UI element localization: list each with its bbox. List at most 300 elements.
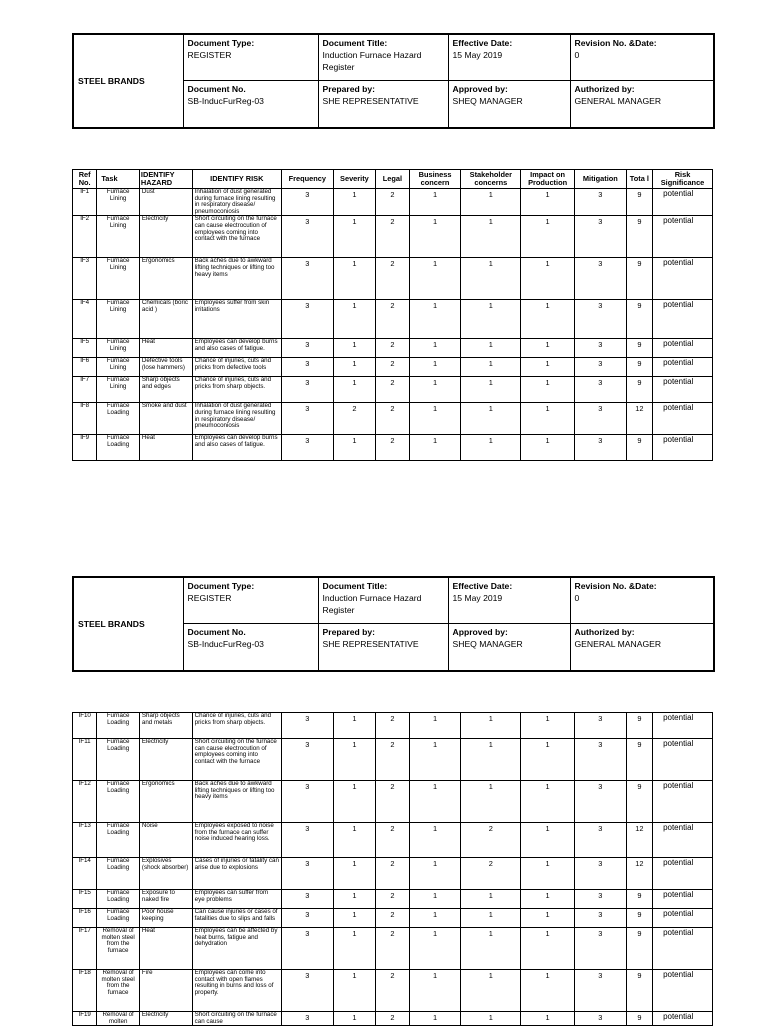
cell-mitigation: 3	[574, 970, 626, 1012]
cell-impact: 1	[521, 403, 575, 435]
cell-severity: 1	[333, 258, 376, 300]
prepared-by-cell: Prepared by: SHE REPRESENTATIVE	[318, 80, 448, 128]
cell-significance: potential	[653, 300, 713, 339]
cell-legal: 2	[376, 189, 409, 216]
cell-risk: Inhalation of dust generated during furnace lining resulting in respiratory disease/ pneumoconiosis	[192, 189, 281, 216]
document-type-cell: Document Type: REGISTER	[183, 577, 318, 623]
cell-business: 1	[409, 258, 461, 300]
document-title-cell: Document Title: Induction Furnace Hazard Register	[318, 34, 448, 80]
cell-risk: Chance of injuries, cuts and pricks from defective tools	[192, 358, 281, 377]
cell-business: 1	[409, 216, 461, 258]
approved-by-cell: Approved by: SHEQ MANAGER	[448, 80, 570, 128]
cell-task: Furnace Lining	[97, 258, 140, 300]
cell-total: 12	[626, 403, 652, 435]
cell-legal: 2	[376, 258, 409, 300]
cell-ref: IF2	[73, 216, 97, 258]
approved-by-cell: Approved by: SHEQ MANAGER	[448, 623, 570, 671]
cell-significance: potential	[653, 970, 713, 1012]
cell-task: Furnace Lining	[97, 216, 140, 258]
cell-stakeholder: 1	[461, 339, 521, 358]
cell-significance: potential	[653, 909, 713, 928]
cell-mitigation: 3	[574, 339, 626, 358]
table-row	[73, 858, 713, 890]
cell-impact: 1	[521, 739, 575, 781]
cell-total: 9	[626, 189, 652, 216]
cell-stakeholder: 1	[461, 970, 521, 1012]
cell-impact: 1	[521, 216, 575, 258]
cell-impact: 1	[521, 928, 575, 970]
col-stakeholder: Stakeholder concerns	[461, 170, 521, 189]
cell-hazard: Heat	[139, 339, 192, 358]
cell-hazard: Poor house keeping	[139, 909, 192, 928]
cell-total: 9	[626, 377, 652, 403]
cell-total: 9	[626, 781, 652, 823]
cell-frequency: 3	[281, 928, 333, 970]
cell-hazard: Electricity	[139, 1012, 192, 1026]
cell-ref: IF1	[73, 189, 97, 216]
cell-risk: Cases of injuries or fatality can arise due to explosions	[192, 858, 281, 890]
cell-task: Furnace Loading	[97, 909, 140, 928]
table-row	[73, 216, 713, 258]
cell-mitigation: 3	[574, 435, 626, 461]
cell-significance: potential	[653, 189, 713, 216]
cell-frequency: 3	[281, 339, 333, 358]
cell-total: 9	[626, 358, 652, 377]
cell-significance: potential	[653, 216, 713, 258]
col-risk: IDENTIFY RISK	[192, 170, 281, 189]
cell-legal: 2	[376, 358, 409, 377]
cell-business: 1	[409, 823, 461, 858]
cell-mitigation: 3	[574, 781, 626, 823]
authorized-by-cell: Authorized by: GENERAL MANAGER	[570, 80, 714, 128]
cell-mitigation: 3	[574, 823, 626, 858]
prepared-by-cell: Prepared by: SHE REPRESENTATIVE	[318, 623, 448, 671]
cell-legal: 2	[376, 403, 409, 435]
cell-task: Removal of molten	[97, 1012, 140, 1026]
hazard-register-table-page2	[72, 712, 713, 1026]
cell-legal: 2	[376, 928, 409, 970]
cell-mitigation: 3	[574, 739, 626, 781]
cell-impact: 1	[521, 823, 575, 858]
table-row	[73, 189, 713, 216]
cell-hazard: Ergonomics	[139, 781, 192, 823]
cell-hazard: Electricity	[139, 739, 192, 781]
effective-date-cell: Effective Date: 15 May 2019	[448, 34, 570, 80]
document-no-cell: Document No. SB-InducFurReg-03	[183, 80, 318, 128]
cell-stakeholder: 1	[461, 739, 521, 781]
cell-task: Furnace Loading	[97, 858, 140, 890]
cell-total: 12	[626, 858, 652, 890]
cell-hazard: Fire	[139, 970, 192, 1012]
table-row	[73, 739, 713, 781]
cell-impact: 1	[521, 858, 575, 890]
cell-total: 9	[626, 909, 652, 928]
cell-business: 1	[409, 189, 461, 216]
cell-severity: 1	[333, 1012, 376, 1026]
table-header-row	[73, 170, 713, 189]
cell-impact: 1	[521, 377, 575, 403]
cell-task: Furnace Loading	[97, 823, 140, 858]
cell-business: 1	[409, 739, 461, 781]
cell-task: Furnace Lining	[97, 339, 140, 358]
cell-hazard: Ergonomics	[139, 258, 192, 300]
cell-legal: 2	[376, 909, 409, 928]
cell-severity: 1	[333, 713, 376, 739]
col-mitigation: Mitigation	[574, 170, 626, 189]
hazard-register-table-page1	[72, 169, 713, 461]
cell-business: 1	[409, 435, 461, 461]
cell-business: 1	[409, 890, 461, 909]
cell-business: 1	[409, 781, 461, 823]
cell-stakeholder: 2	[461, 823, 521, 858]
cell-hazard: Heat	[139, 435, 192, 461]
cell-legal: 2	[376, 739, 409, 781]
cell-frequency: 3	[281, 739, 333, 781]
cell-task: Furnace Lining	[97, 358, 140, 377]
cell-legal: 2	[376, 300, 409, 339]
cell-mitigation: 3	[574, 377, 626, 403]
cell-hazard: Dust	[139, 189, 192, 216]
cell-total: 12	[626, 823, 652, 858]
document-type-cell: Document Type: REGISTER	[183, 34, 318, 80]
cell-legal: 2	[376, 435, 409, 461]
cell-risk: Employees can come into contact with open flames resulting in burns and loss of property.	[192, 970, 281, 1012]
cell-frequency: 3	[281, 1012, 333, 1026]
cell-mitigation: 3	[574, 928, 626, 970]
cell-severity: 1	[333, 890, 376, 909]
cell-stakeholder: 2	[461, 858, 521, 890]
table-row	[73, 403, 713, 435]
cell-business: 1	[409, 970, 461, 1012]
cell-hazard: Chemicals (boric acid )	[139, 300, 192, 339]
document-no-cell: Document No. SB-InducFurReg-03	[183, 623, 318, 671]
cell-severity: 1	[333, 739, 376, 781]
col-frequency: Frequency	[281, 170, 333, 189]
cell-significance: potential	[653, 435, 713, 461]
cell-significance: potential	[653, 781, 713, 823]
cell-frequency: 3	[281, 970, 333, 1012]
cell-impact: 1	[521, 781, 575, 823]
cell-frequency: 3	[281, 823, 333, 858]
cell-total: 9	[626, 928, 652, 970]
cell-impact: 1	[521, 970, 575, 1012]
cell-severity: 1	[333, 970, 376, 1012]
cell-stakeholder: 1	[461, 216, 521, 258]
cell-total: 9	[626, 216, 652, 258]
cell-task: Furnace Loading	[97, 890, 140, 909]
cell-frequency: 3	[281, 258, 333, 300]
cell-risk: Back aches due to awkward lifting techniques or lifting too heavy items	[192, 781, 281, 823]
cell-hazard: Defective tools (lose hammers)	[139, 358, 192, 377]
cell-task: Furnace Loading	[97, 403, 140, 435]
cell-risk: Can cause injuries or cases of fatalities due to slips and falls	[192, 909, 281, 928]
cell-ref: IF11	[73, 739, 97, 781]
cell-mitigation: 3	[574, 890, 626, 909]
cell-task: Removal of molten steel from the furnace	[97, 928, 140, 970]
cell-mitigation: 3	[574, 189, 626, 216]
cell-task: Furnace Loading	[97, 435, 140, 461]
cell-total: 9	[626, 339, 652, 358]
cell-stakeholder: 1	[461, 1012, 521, 1026]
cell-risk: Short circuiting on the furnace can cause	[192, 1012, 281, 1026]
cell-impact: 1	[521, 358, 575, 377]
cell-risk: Chance of injuries, cuts and pricks from sharp objects.	[192, 377, 281, 403]
cell-total: 9	[626, 300, 652, 339]
cell-frequency: 3	[281, 909, 333, 928]
cell-ref: IF8	[73, 403, 97, 435]
cell-legal: 2	[376, 781, 409, 823]
cell-significance: potential	[653, 339, 713, 358]
table-row	[73, 823, 713, 858]
col-hazard: IDENTIFY HAZARD	[139, 170, 192, 189]
cell-stakeholder: 1	[461, 358, 521, 377]
cell-significance: potential	[653, 890, 713, 909]
cell-risk: Employees suffer from skin irritations	[192, 300, 281, 339]
cell-significance: potential	[653, 928, 713, 970]
cell-hazard: Electricity	[139, 216, 192, 258]
cell-total: 9	[626, 435, 652, 461]
cell-severity: 2	[333, 403, 376, 435]
cell-task: Furnace Lining	[97, 377, 140, 403]
table-row	[73, 970, 713, 1012]
cell-mitigation: 3	[574, 1012, 626, 1026]
cell-ref: IF14	[73, 858, 97, 890]
cell-ref: IF3	[73, 258, 97, 300]
cell-frequency: 3	[281, 189, 333, 216]
table-row	[73, 358, 713, 377]
cell-stakeholder: 1	[461, 435, 521, 461]
cell-stakeholder: 1	[461, 713, 521, 739]
cell-severity: 1	[333, 339, 376, 358]
cell-risk: Chance of injuries, cuts and pricks from sharp objects.	[192, 713, 281, 739]
cell-risk: Inhalation of dust generated during furnace lining resulting in respiratory disease/ pneumoconiosis	[192, 403, 281, 435]
cell-business: 1	[409, 858, 461, 890]
cell-impact: 1	[521, 339, 575, 358]
cell-legal: 2	[376, 216, 409, 258]
cell-hazard: Explosives (shock absorber)	[139, 858, 192, 890]
cell-business: 1	[409, 377, 461, 403]
cell-hazard: Noise	[139, 823, 192, 858]
cell-ref: IF6	[73, 358, 97, 377]
cell-stakeholder: 1	[461, 403, 521, 435]
cell-business: 1	[409, 339, 461, 358]
col-total: Tota l	[626, 170, 652, 189]
table-row	[73, 928, 713, 970]
table-row	[73, 909, 713, 928]
cell-risk: Back aches due to awkward lifting techniques or lifting too heavy items	[192, 258, 281, 300]
cell-ref: IF17	[73, 928, 97, 970]
cell-legal: 2	[376, 890, 409, 909]
cell-total: 9	[626, 970, 652, 1012]
cell-frequency: 3	[281, 858, 333, 890]
cell-stakeholder: 1	[461, 909, 521, 928]
cell-business: 1	[409, 403, 461, 435]
cell-total: 9	[626, 713, 652, 739]
cell-task: Furnace Loading	[97, 781, 140, 823]
cell-stakeholder: 1	[461, 258, 521, 300]
cell-legal: 2	[376, 339, 409, 358]
cell-severity: 1	[333, 300, 376, 339]
cell-stakeholder: 1	[461, 377, 521, 403]
cell-hazard: Sharp objects and edges	[139, 377, 192, 403]
cell-impact: 1	[521, 1012, 575, 1026]
cell-task: Furnace Lining	[97, 189, 140, 216]
col-legal: Legal	[376, 170, 409, 189]
cell-business: 1	[409, 713, 461, 739]
cell-business: 1	[409, 358, 461, 377]
document-title-cell: Document Title: Induction Furnace Hazard Register	[318, 577, 448, 623]
table-row	[73, 339, 713, 358]
table-row	[73, 890, 713, 909]
cell-stakeholder: 1	[461, 890, 521, 909]
table-row	[73, 300, 713, 339]
col-task: Task	[97, 170, 140, 189]
cell-task: Furnace Lining	[97, 300, 140, 339]
cell-hazard: Smoke and dust	[139, 403, 192, 435]
cell-legal: 2	[376, 823, 409, 858]
cell-severity: 1	[333, 781, 376, 823]
cell-legal: 2	[376, 970, 409, 1012]
cell-mitigation: 3	[574, 403, 626, 435]
revision-cell: Revision No. &Date: 0	[570, 34, 714, 80]
document-header-page2	[72, 576, 715, 672]
cell-severity: 1	[333, 858, 376, 890]
col-ref: Ref No.	[73, 170, 97, 189]
cell-legal: 2	[376, 858, 409, 890]
cell-legal: 2	[376, 713, 409, 739]
cell-risk: Employees exposed to noise from the furnace can suffer noise induced hearing loss.	[192, 823, 281, 858]
cell-risk: Short circuiting on the furnace can cause electrocution of employees coming into contact with the furnace	[192, 216, 281, 258]
cell-stakeholder: 1	[461, 928, 521, 970]
cell-impact: 1	[521, 258, 575, 300]
cell-legal: 2	[376, 377, 409, 403]
table-row	[73, 713, 713, 739]
cell-ref: IF13	[73, 823, 97, 858]
table-row	[73, 781, 713, 823]
cell-severity: 1	[333, 435, 376, 461]
effective-date-cell: Effective Date: 15 May 2019	[448, 577, 570, 623]
cell-ref: IF15	[73, 890, 97, 909]
cell-frequency: 3	[281, 377, 333, 403]
cell-hazard: Heat	[139, 928, 192, 970]
cell-impact: 1	[521, 713, 575, 739]
cell-legal: 2	[376, 1012, 409, 1026]
table-row	[73, 435, 713, 461]
cell-ref: IF5	[73, 339, 97, 358]
cell-total: 9	[626, 739, 652, 781]
cell-business: 1	[409, 300, 461, 339]
cell-ref: IF10	[73, 713, 97, 739]
cell-stakeholder: 1	[461, 189, 521, 216]
cell-significance: potential	[653, 258, 713, 300]
cell-significance: potential	[653, 1012, 713, 1026]
col-significance: Risk Significance	[653, 170, 713, 189]
cell-risk: Employees can develop burns and also cases of fatigue.	[192, 339, 281, 358]
cell-risk: Employees can be affected by heat burns, fatigue and dehydration	[192, 928, 281, 970]
cell-ref: IF12	[73, 781, 97, 823]
cell-frequency: 3	[281, 300, 333, 339]
cell-hazard: Exposure to naked fire	[139, 890, 192, 909]
cell-frequency: 3	[281, 890, 333, 909]
company-name: STEEL BRANDS	[73, 577, 183, 671]
cell-impact: 1	[521, 890, 575, 909]
cell-severity: 1	[333, 358, 376, 377]
cell-business: 1	[409, 909, 461, 928]
cell-impact: 1	[521, 435, 575, 461]
cell-mitigation: 3	[574, 909, 626, 928]
revision-cell: Revision No. &Date: 0	[570, 577, 714, 623]
cell-total: 9	[626, 258, 652, 300]
cell-significance: potential	[653, 858, 713, 890]
cell-business: 1	[409, 1012, 461, 1026]
cell-task: Removal of molten steel from the furnace	[97, 970, 140, 1012]
cell-stakeholder: 1	[461, 781, 521, 823]
cell-frequency: 3	[281, 435, 333, 461]
cell-mitigation: 3	[574, 713, 626, 739]
cell-significance: potential	[653, 377, 713, 403]
cell-severity: 1	[333, 823, 376, 858]
cell-ref: IF19	[73, 1012, 97, 1026]
company-name: STEEL BRANDS	[73, 34, 183, 128]
cell-stakeholder: 1	[461, 300, 521, 339]
cell-mitigation: 3	[574, 300, 626, 339]
cell-business: 1	[409, 928, 461, 970]
cell-ref: IF9	[73, 435, 97, 461]
cell-frequency: 3	[281, 403, 333, 435]
cell-severity: 1	[333, 377, 376, 403]
authorized-by-cell: Authorized by: GENERAL MANAGER	[570, 623, 714, 671]
col-impact: Impact on Production	[521, 170, 575, 189]
cell-frequency: 3	[281, 713, 333, 739]
cell-significance: potential	[653, 358, 713, 377]
cell-mitigation: 3	[574, 216, 626, 258]
cell-impact: 1	[521, 909, 575, 928]
cell-total: 9	[626, 890, 652, 909]
cell-impact: 1	[521, 300, 575, 339]
col-business: Business concern	[409, 170, 461, 189]
cell-mitigation: 3	[574, 858, 626, 890]
cell-ref: IF16	[73, 909, 97, 928]
cell-ref: IF4	[73, 300, 97, 339]
cell-impact: 1	[521, 189, 575, 216]
cell-severity: 1	[333, 909, 376, 928]
cell-task: Furnace Loading	[97, 739, 140, 781]
cell-ref: IF7	[73, 377, 97, 403]
cell-hazard: Sharp objects and metals	[139, 713, 192, 739]
cell-significance: potential	[653, 823, 713, 858]
cell-risk: Employees can suffer from eye problems	[192, 890, 281, 909]
cell-total: 9	[626, 1012, 652, 1026]
cell-severity: 1	[333, 216, 376, 258]
document-header-page1	[72, 33, 715, 129]
cell-mitigation: 3	[574, 358, 626, 377]
cell-ref: IF18	[73, 970, 97, 1012]
table-row	[73, 258, 713, 300]
cell-frequency: 3	[281, 358, 333, 377]
cell-risk: Employees can develop burns and also cases of fatigue.	[192, 435, 281, 461]
cell-task: Furnace Loading	[97, 713, 140, 739]
cell-significance: potential	[653, 713, 713, 739]
cell-severity: 1	[333, 189, 376, 216]
cell-severity: 1	[333, 928, 376, 970]
cell-significance: potential	[653, 739, 713, 781]
cell-frequency: 3	[281, 781, 333, 823]
table-row	[73, 377, 713, 403]
col-severity: Severity	[333, 170, 376, 189]
cell-risk: Short circuiting on the furnace can cause electrocution of employees coming into contact with the furnace	[192, 739, 281, 781]
cell-significance: potential	[653, 403, 713, 435]
cell-frequency: 3	[281, 216, 333, 258]
